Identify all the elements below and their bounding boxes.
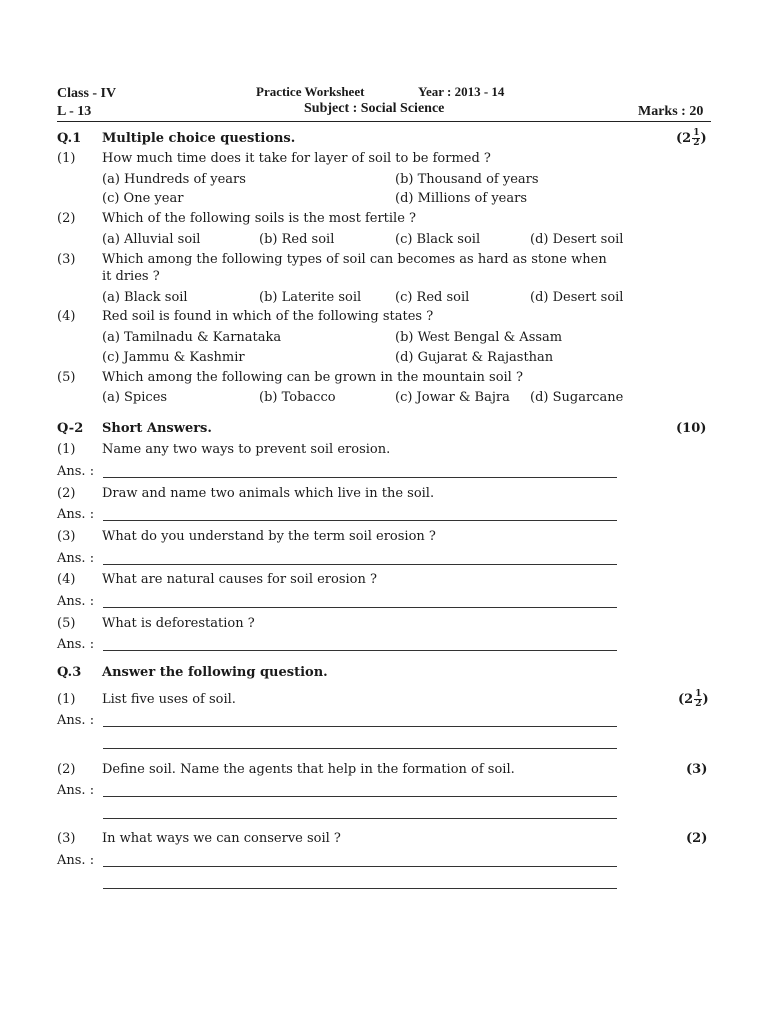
option-d: (d) Gujarat & Rajasthan [395,350,554,365]
answer-label: Ans. : [57,551,95,566]
answer-line[interactable] [103,796,617,797]
answer-label: Ans. : [57,853,95,868]
option-d: (d) Desert soil [530,290,624,305]
q1-title: Multiple choice questions. [102,131,296,146]
answer-line[interactable] [103,607,617,608]
q1-item-number: (1) [57,151,76,166]
q2-item-text: What are natural causes for soil erosion ? [102,572,377,587]
option-b: (b) Red soil [259,232,335,247]
option-a: (a) Black soil [102,290,188,305]
option-d: (d) Desert soil [530,232,624,247]
option-a: (a) Tamilnadu & Karnataka [102,330,282,345]
option-c: (c) Black soil [395,232,481,247]
q1-item-number: (2) [57,211,76,226]
q2-marks: (10) [676,421,707,436]
q1-item-number: (3) [57,252,76,267]
q2-item-text: What is deforestation ? [102,616,255,631]
option-b: (b) Thousand of years [395,172,539,187]
q2-item-text: Draw and name two animals which live in the soil. [102,486,435,501]
q2-number: Q-2 [57,421,84,436]
q2-item-number: (3) [57,529,76,544]
q1-item-number: (5) [57,370,76,385]
answer-line[interactable] [103,748,617,749]
q2-title: Short Answers. [102,421,212,436]
header-divider [57,121,711,122]
marks-label: Marks : 20 [638,104,704,119]
answer-line[interactable] [103,888,617,889]
q1-marks: (2 $\frac{1}{2}$ ) [676,128,707,148]
year-label: Year : 2013 - 14 [418,84,505,99]
q2-item-number: (4) [57,572,76,587]
answer-line[interactable] [103,650,617,651]
option-a: (a) Alluvial soil [102,232,201,247]
answer-line[interactable] [103,477,617,478]
q3-item-number: (2) [57,762,76,777]
lesson-label: L - 13 [57,104,92,119]
option-d: (d) Sugarcane [530,390,624,405]
answer-label: Ans. : [57,507,95,522]
q3-item-marks: (3) [686,762,708,777]
q3-item-number: (3) [57,831,76,846]
answer-line[interactable] [103,866,617,867]
answer-label: Ans. : [57,594,95,609]
q1-item-number: (4) [57,309,76,324]
q2-item-text: Name any two ways to prevent soil erosion. [102,442,391,457]
q3-item-text: In what ways we can conserve soil ? [102,831,341,846]
q1-item-text: Red soil is found in which of the following states ? [102,309,434,324]
q3-item1-marks: (2 $\frac{1}{2}$ ) [678,689,709,709]
q1-item-text-cont: it dries ? [102,269,160,284]
answer-line[interactable] [103,520,617,521]
q1-number: Q.1 [57,131,82,146]
q1-item-text: Which of the following soils is the most fertile ? [102,211,416,226]
answer-line[interactable] [103,818,617,819]
answer-label: Ans. : [57,713,95,728]
q2-item-text: What do you understand by the term soil erosion ? [102,529,436,544]
q3-number: Q.3 [57,665,82,680]
option-b: (b) West Bengal & Assam [395,330,563,345]
option-c: (c) Jowar & Bajra [395,390,510,405]
option-c: (c) Jammu & Kashmir [102,350,245,365]
answer-label: Ans. : [57,783,95,798]
worksheet-title: Practice Worksheet [256,84,365,99]
answer-label: Ans. : [57,637,95,652]
q2-item-number: (2) [57,486,76,501]
q3-item-text: Define soil. Name the agents that help in the formation of soil. [102,762,515,777]
q2-item-number: (5) [57,616,76,631]
option-c: (c) One year [102,191,184,206]
q1-item-text: Which among the following can be grown in the mountain soil ? [102,370,523,385]
subject-label: Subject : Social Science [304,101,445,116]
option-b: (b) Tobacco [259,390,336,405]
option-d: (d) Millions of years [395,191,527,206]
option-a: (a) Spices [102,390,168,405]
answer-line[interactable] [103,564,617,565]
q3-item-number: (1) [57,692,76,707]
q1-item-text: How much time does it take for layer of soil to be formed ? [102,151,491,166]
q1-item-text: Which among the following types of soil can becomes as hard as stone when [102,252,607,267]
answer-line[interactable] [103,726,617,727]
option-b: (b) Laterite soil [259,290,362,305]
option-c: (c) Red soil [395,290,470,305]
option-a: (a) Hundreds of years [102,172,246,187]
class-label: Class - IV [57,86,117,101]
q3-item-marks: (2) [686,831,708,846]
q3-item-text: List five uses of soil. [102,692,236,707]
q3-title: Answer the following question. [102,665,328,680]
q2-item-number: (1) [57,442,76,457]
answer-label: Ans. : [57,464,95,479]
